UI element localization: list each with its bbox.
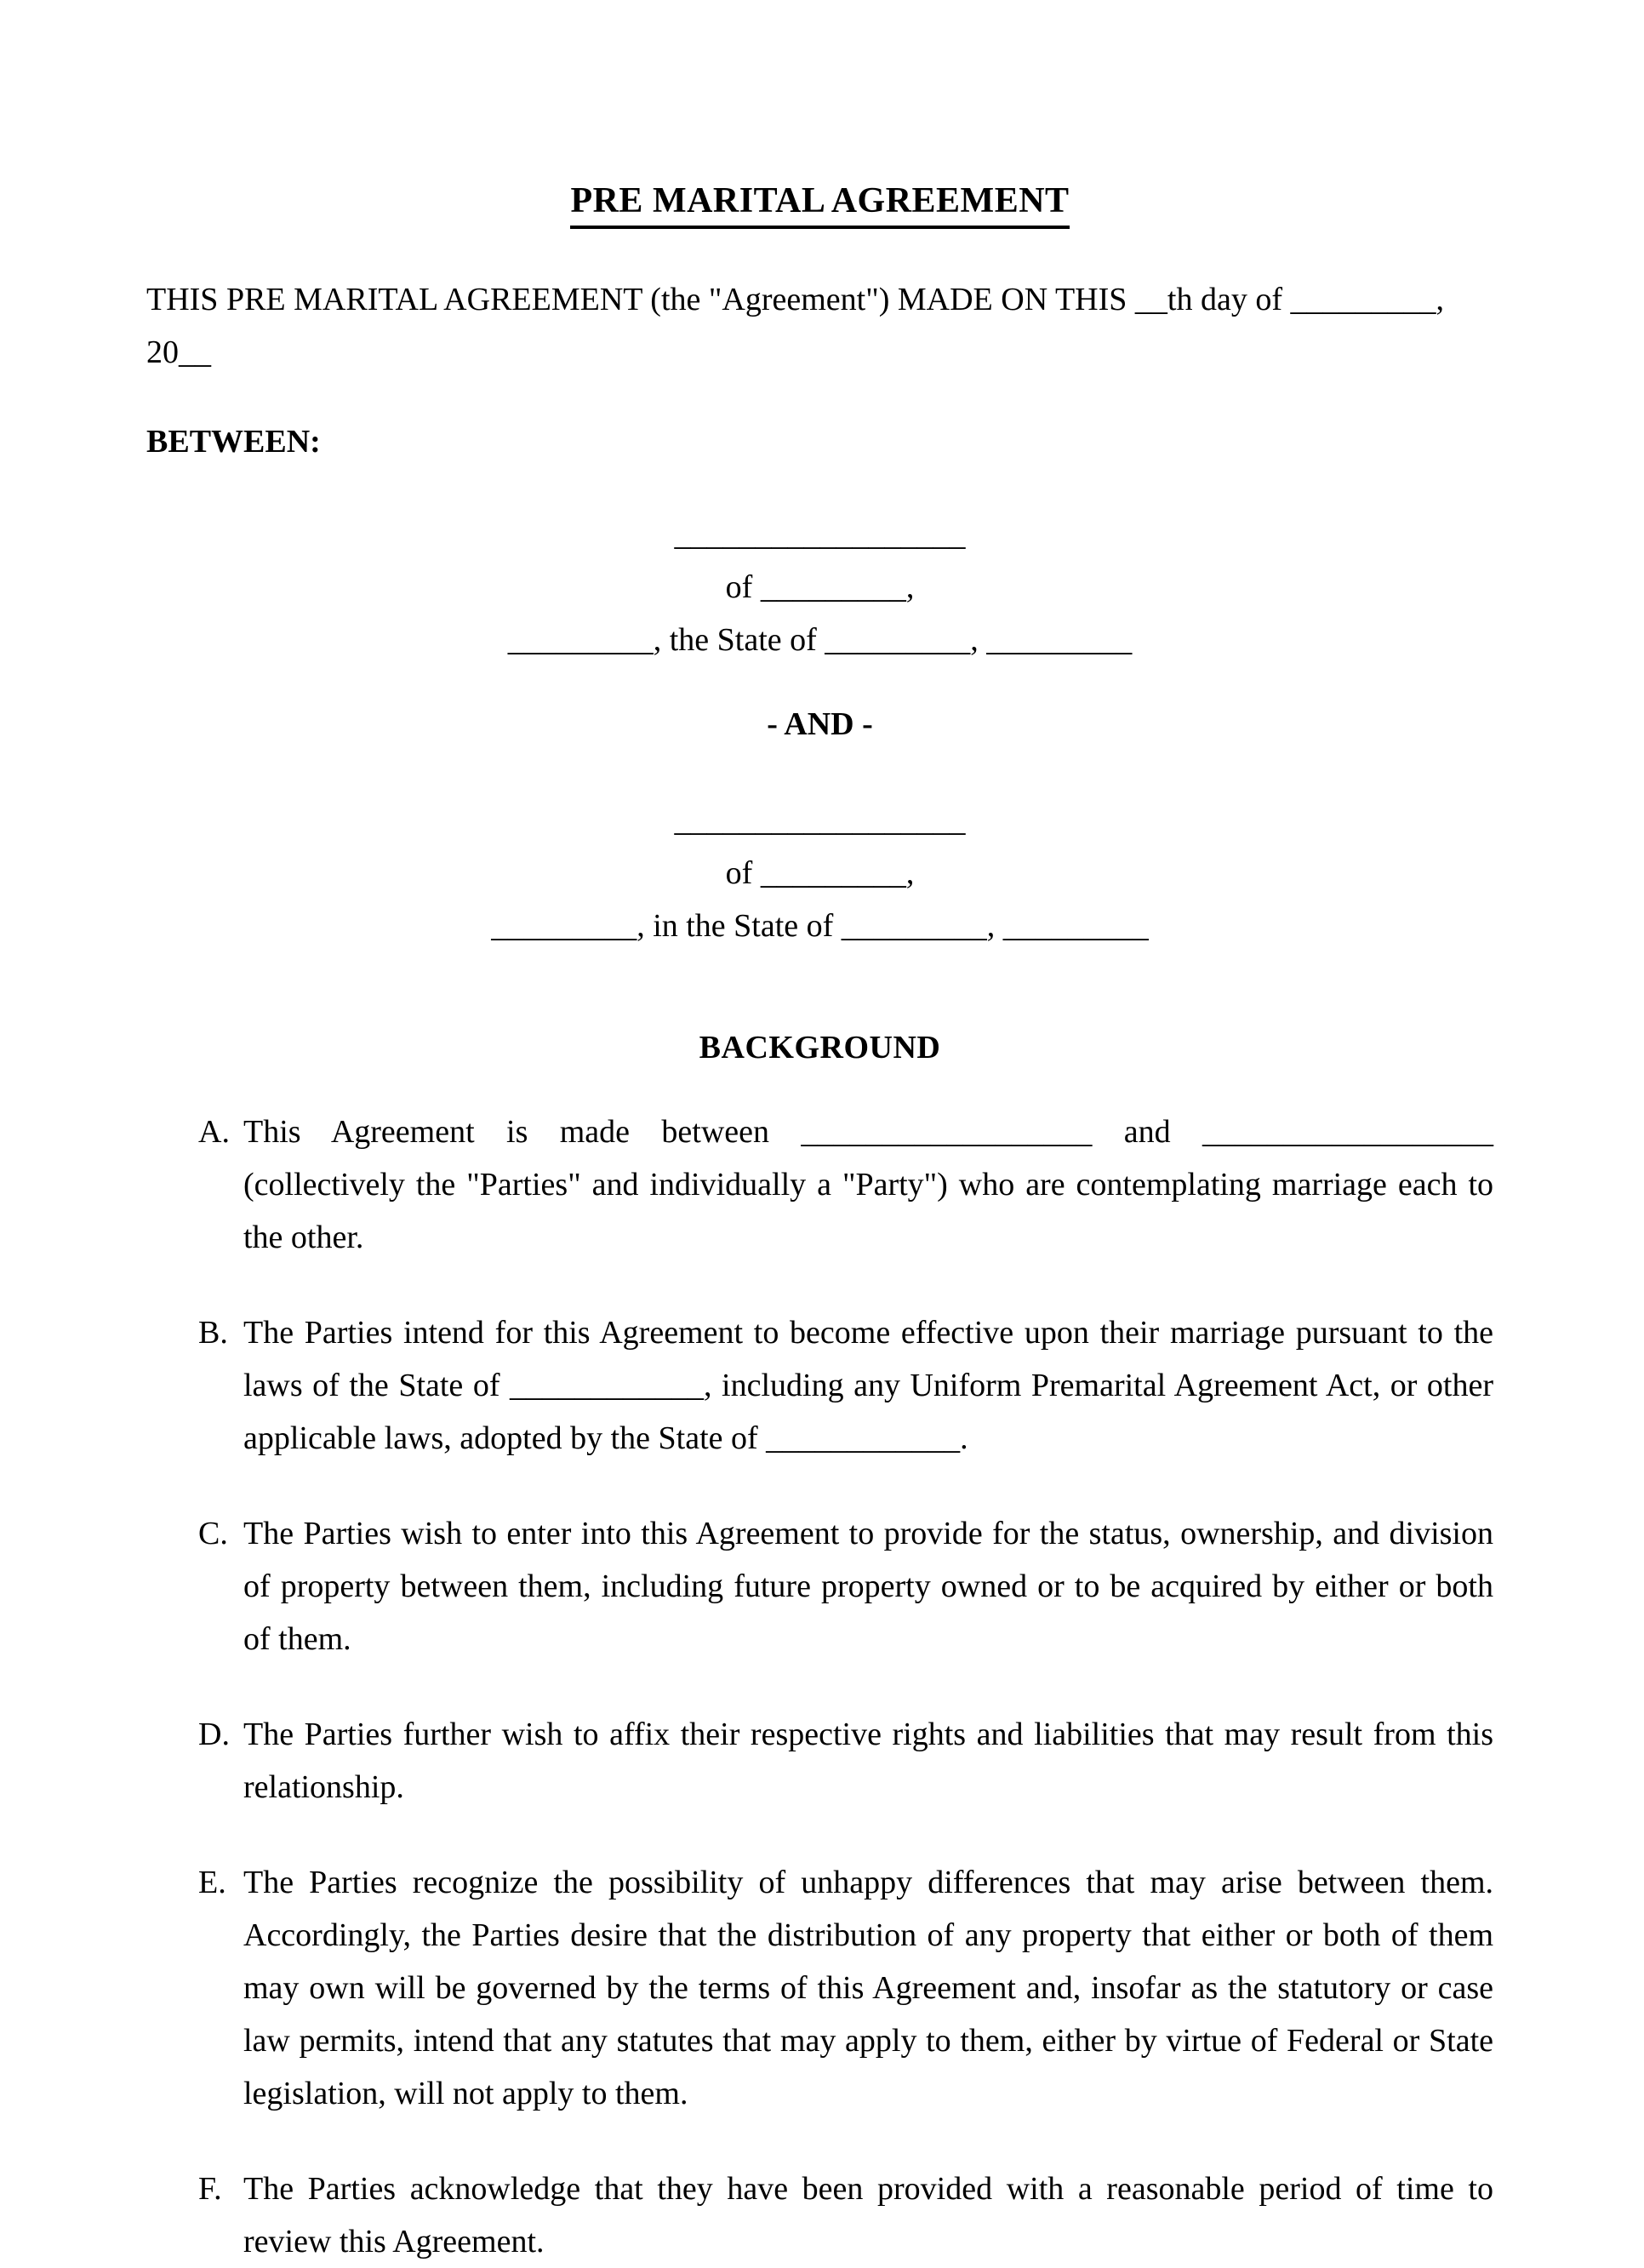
background-heading: BACKGROUND: [699, 1030, 941, 1066]
background-item-a: [198, 1105, 1493, 1264]
item-c-text: The Parties wish to enter into this Agreement to provide for the status, ownership, and division of property between them, including future property owned or to be acquired by either or both of them.: [243, 1516, 1493, 1658]
party2-state-line: _________, in the State of _________, _________: [491, 908, 1149, 945]
party2-block: [146, 794, 1493, 952]
intro-clause: THIS PRE MARITAL AGREEMENT (the "Agreement") MADE ON THIS __th day of _________, 20__: [146, 282, 1444, 371]
item-a-text: This Agreement is made between __________________ and __________________ (collectively the "Parties" and individually a "Party") who are contemplating marriage each to the other.: [243, 1114, 1493, 1256]
party1-block: [146, 508, 1493, 666]
background-item-e: [198, 1856, 1493, 2120]
background-item-c: [198, 1507, 1493, 1665]
item-e-text: The Parties recognize the possibility of unhappy differences that may arise between them. Accordingly, the Parties desire that the distribution of any property that either or both of them may own will be governed by the terms of this Agreement and, insofar as the statutory or case law permits, intend that any statutes that may apply to them, either by virtue of Federal or State legislation, will not apply to them.: [243, 1865, 1493, 2112]
party1-state-line: _________, the State of _________, _________: [507, 622, 1133, 659]
party1-of-line: of _________,: [725, 569, 915, 606]
item-f-letter: F.: [198, 2171, 222, 2208]
background-item-b: [198, 1306, 1493, 1465]
item-b-text: The Parties intend for this Agreement to become effective upon their marriage pursuant to the laws of the State of ____________, including any Uniform Premarital Agreement Act, or other applicable laws, adopted by the State of ____________.: [243, 1315, 1493, 1457]
and-separator: - AND -: [767, 706, 873, 743]
background-item-d: [198, 1708, 1493, 1814]
item-a-letter: A.: [198, 1114, 230, 1151]
document-title: [146, 180, 1493, 229]
item-d-text: The Parties further wish to affix their respective rights and liabilities that may result from this relationship.: [243, 1717, 1493, 1806]
item-d-letter: D.: [198, 1717, 230, 1753]
party2-of-line: of _________,: [725, 855, 915, 892]
item-c-letter: C.: [198, 1516, 228, 1552]
party2-name-blank: __________________: [674, 803, 966, 839]
item-e-letter: E.: [198, 1865, 226, 1901]
background-item-f: [198, 2162, 1493, 2268]
background-list: [198, 1105, 1493, 2268]
document-title-text: PRE MARITAL AGREEMENT: [570, 180, 1069, 229]
item-f-text: The Parties acknowledge that they have been provided with a reasonable period of time to review this Agreement.: [243, 2171, 1493, 2260]
between-label: BETWEEN:: [146, 424, 321, 460]
party1-name-blank: __________________: [674, 517, 966, 553]
item-b-letter: B.: [198, 1315, 228, 1351]
